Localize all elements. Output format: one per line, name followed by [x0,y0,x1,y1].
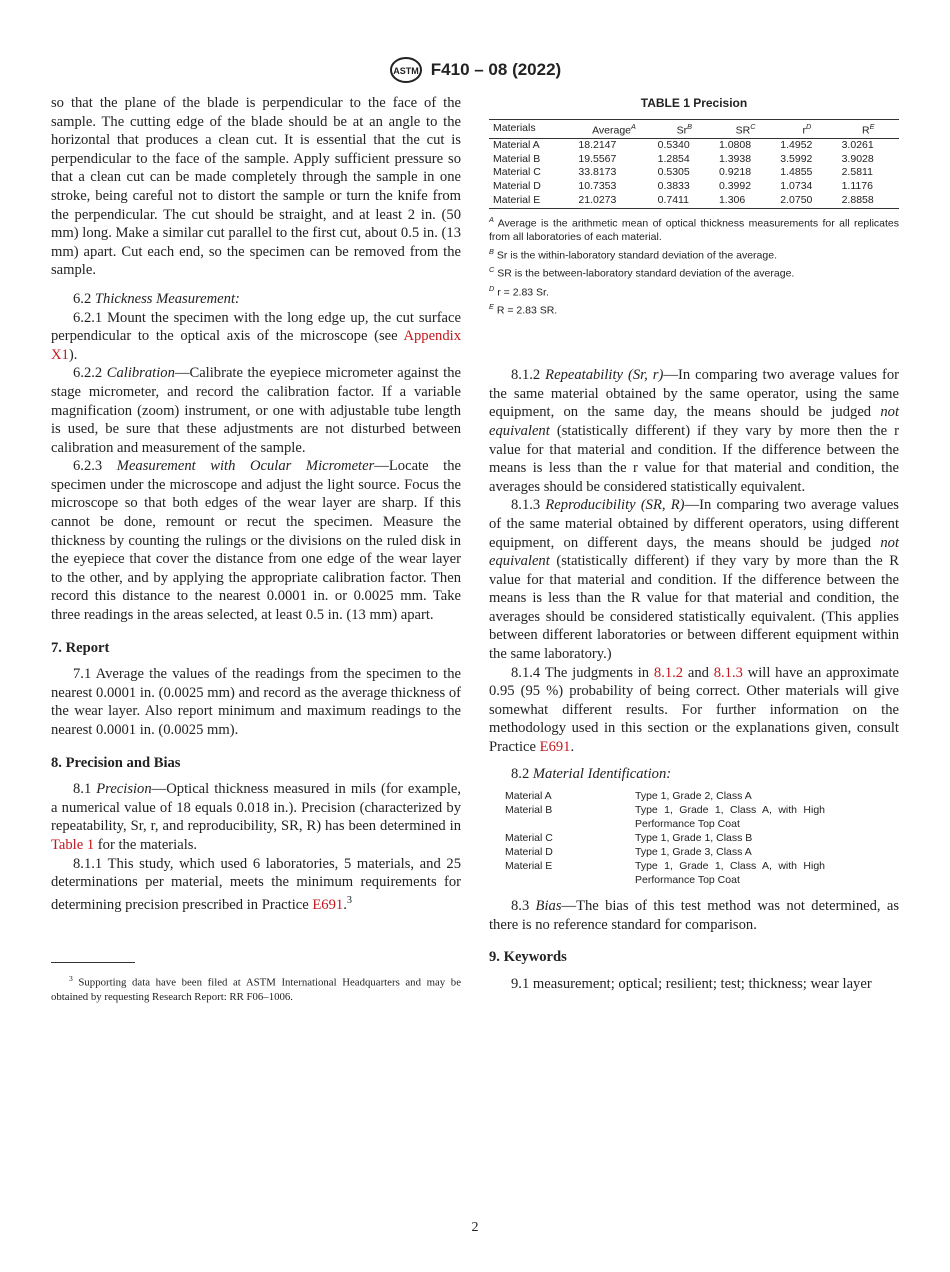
table-cell: 10.7353 [578,180,617,193]
table-cell: 33.8173 [578,166,617,179]
section-8-1-4: 8.1.4 The judgments in 8.1.2 and 8.1.3 will have an approximate 0.95 (95 %) probability of being correct. Other materials will give somewhat different results. For further information on the methodology used in this section or the explanations given, consult Practice E691. [489,664,899,756]
material-name: Material B [505,804,553,817]
footnote-divider [51,962,135,963]
paragraph: so that the plane of the blade is perpendicular to the face of the sample. The cutting edge of the blade should be at an angle to the horizontal that produces a clean cut. It is essential that the cut is perpendicular to the face of the sample. Apply sufficient pressure so that a clean cut can be made completely through the sample in one stroke, being careful not to distort the sample or turn the knife from the perpendicular. The cut should be straight, and at least 2 in. (50 mm) long. Make a similar cut parallel to the first cut, about 0.5 in. (13 mm) apart. Cut each end, so the specimen can be removed from the sample. [51,95,461,279]
document-designation: F410 – 08 (2022) [430,60,562,79]
section-6-2-1: 6.2.1 Mount the specimen with the long edge up, the cut surface perpendicular to the optical axis of the microscope (see Appendix X1). [51,309,461,363]
e691-link[interactable]: E691 [539,739,571,756]
material-description: Type 1, Grade 3, Class A [635,846,752,859]
material-description: Type 1, Grade 1, Class B [635,832,753,845]
heading-keywords: 9. Keywords [489,949,567,966]
table-1 [489,94,899,318]
column-header: $R^E$ [862,121,875,137]
column-header: $SR^C$ [735,121,756,137]
precision-table [489,119,899,209]
table-cell: 3.9028 [841,152,874,165]
material-name: Material A [505,790,552,803]
page-number: 2 [471,1220,479,1235]
table-notes [489,213,899,318]
table-cell: 2.8858 [841,194,874,207]
table-cell: 0.7411 [657,194,689,207]
material-description: Type 1, Grade 1, Class A, with High Performance Top Coat [635,860,825,887]
material-item [505,845,899,859]
material-description: Type 1, Grade 2, Class A [635,790,752,803]
footnote: $^3$ Supporting data have been filed at ASTM International Headquarters and may be obtained by requesting Research Report: RR F06–1006. [51,974,461,1003]
column-header: $Sr^B$ [676,121,692,137]
table-cell: Material B [493,152,541,165]
section-8-1-2-link[interactable]: 8.1.2 [653,664,684,681]
material-item [505,859,899,887]
table-row [489,153,899,167]
right-column [489,94,899,994]
table-footnote: $^B$ Sr is the within-laboratory standard deviation of the average. [489,246,777,262]
left-column [51,94,461,914]
section-8-1-3: 8.1.3 Reproducibility (SR, R)—In comparing two average values of the same material obtained by different operators, using different equipment, on different days, the means should be judged not equivalent (statistically different) if they vary by more than the R value for that material and condition. If the difference between the means is less than the R value for that material and condition, the averages should be considered statistically equivalent. (This applies between different laboratories or between different equipment within the same laboratory.) [489,497,899,663]
section-8-1-2: 8.1.2 Repeatability (Sr, r)—In comparing two average values for the same material obtained by the same operator, using the same equipment, on the same day, the means should be judged not equivalent (statistically different) if they vary by more then the r value for that material and condition. If the difference between the means is less than the r value for that material and condition, the averages should be considered statistically equivalent. [489,367,899,495]
material-identification-list [505,789,899,887]
table-cell: 3.5992 [780,152,813,165]
table-cell: 1.0808 [718,138,752,151]
column-header: Materials [493,121,536,134]
table-cell: 1.0734 [780,180,813,193]
table-cell: 0.3833 [657,180,690,193]
material-item [505,803,899,831]
material-description: Type 1, Grade 1, Class A, with High Performance Top Coat [635,804,825,831]
section-8-1-3-link[interactable]: 8.1.3 [713,664,743,681]
svg-text:ASTM: ASTM [393,66,419,76]
table-cell: 0.3992 [718,180,752,193]
section-8-1-1: 8.1.1 This study, which used 6 laboratories, 5 materials, and 25 determinations per material, meets the minimum requirements for determining precision prescribed in Practice E691.$^3$ [51,855,461,913]
table-cell: 0.5340 [657,138,690,151]
table-cell: Material D [493,180,541,193]
section-9-1: 9.1 measurement; optical; resilient; test; thickness; wear layer [511,976,872,992]
table-footnote: $^D$ r = 2.83 Sr. [489,283,549,299]
section-8-1: 8.1 Precision—Optical thickness measured in mils (for example, a numerical value of 18 equals 0.018 in.). Precision (characterized by repeatability, Sr, r, and reproducibility, SR, R) has been determined in Table 1 for the materials. [51,781,461,853]
table-footnote: $^E$ R = 2.83 SR. [489,301,558,317]
column-header: Average$^A$ [592,121,636,137]
e691-link[interactable]: E691 [312,896,344,913]
material-item [505,789,899,803]
table-footnote: $^A$ Average is the arithmetic mean of optical thickness measurements for all replicates from all laboratories of each material. [489,214,899,244]
table-cell: 0.5305 [657,166,690,179]
table-cell: 0.9218 [718,166,752,179]
table-cell: 3.0261 [841,138,874,151]
material-item [505,831,899,845]
heading-report: 7. Report [51,639,110,656]
material-name: Material D [505,846,553,859]
material-name: Material C [505,832,553,845]
table-cell: 1.2854 [657,152,690,165]
table-cell: Material E [493,194,541,207]
table-cell: 1.306 [718,194,746,207]
section-8-2: 8.2 Material Identification: [511,765,672,782]
table-cell: 2.0750 [780,194,813,207]
table-cell: 19.5567 [578,152,617,165]
table-1-link[interactable]: Table 1 [51,836,95,853]
table-cell: 1.3938 [718,152,752,165]
table-cell: 1.1176 [841,180,873,193]
section-8-3: 8.3 Bias—The bias of this test method was not determined, as there is no reference standard for comparison. [489,898,900,933]
table-cell: 21.0273 [578,194,617,207]
table-cell: 2.5811 [841,166,873,179]
table-cell: 18.2147 [578,138,617,151]
appendix-x1-link[interactable]: Appendix X1 [51,328,461,363]
table-row [489,194,899,208]
astm-logo-icon [389,56,423,84]
table-footnote: $^C$ SR is the between-laboratory standard deviation of the average. [489,265,795,280]
page-header [0,56,950,84]
table-cell: Material A [493,138,540,151]
table-cell: 1.4952 [780,138,813,151]
section-6-2-3: 6.2.3 Measurement with Ocular Micrometer—Locate the specimen under the microscope and adjust the light source. Focus the microscope so that both edges of the wear layer are sharp. If this cannot be done, remount or recut the specimen. Measure the thickness by counting the rulings or the divisions on the ruled disk in the eyepiece that cover the distance from one edge of the wear layer to the other, and by applying the appropriate calibration factor. Then record this distance to the nearest 0.0001 in. or 0.0025 mm. Take three readings in the areas selected, at least 0.5 in. (13 mm) apart. [51,458,461,624]
table-row [489,166,899,180]
section-6-2-2: 6.2.2 Calibration—Calibrate the eyepiece micrometer against the stage micrometer, and record the calibration factor. If a variable magnification (zoom) instrument, or one with adjustable tube length is used, be sure that these adjustments are not disturbed between calibration and measurement of the sample. [51,365,461,456]
table-cell: Material C [493,166,541,179]
table-title: TABLE 1 Precision [640,96,748,110]
material-name: Material E [505,860,553,873]
section-7-1: 7.1 Average the values of the readings from the specimen to the nearest 0.0001 in. (0.0025 mm) and record as the average thickness of the wear layer. Also report minimum and maximum readings to the nearest 0.0001 in. (0.0025 mm). [51,666,461,738]
table-cell: 1.4855 [780,166,813,179]
heading-precision-bias: 8. Precision and Bias [51,754,181,771]
section-6-2: 6.2 Thickness Measurement: [73,290,240,307]
column-header: $r^D$ [802,121,812,137]
table-row [489,138,899,152]
table-row [489,180,899,194]
